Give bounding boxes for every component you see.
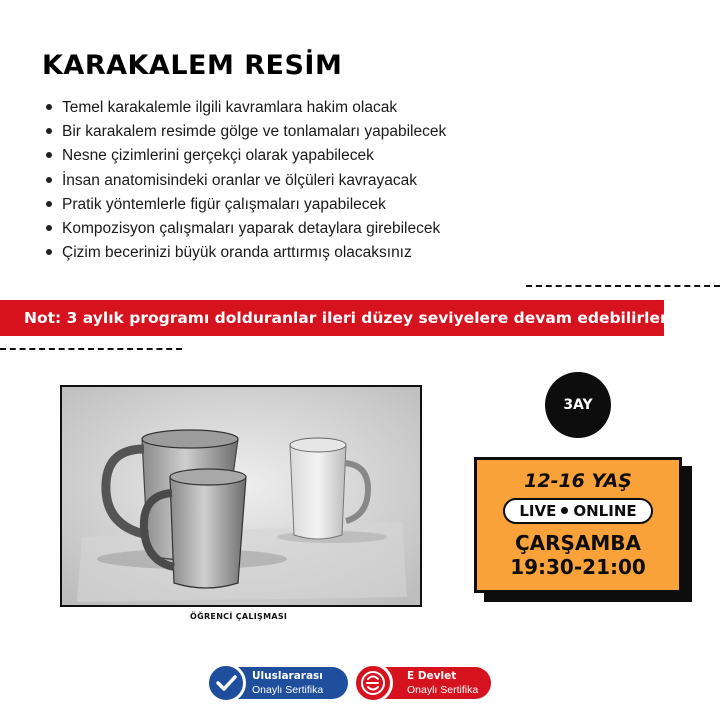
feature-text: Temel karakalemle ilgili kavramlara hakim olacak bbox=[62, 99, 398, 116]
bullet-icon bbox=[46, 152, 52, 158]
international-certificate-badge bbox=[210, 667, 348, 699]
bullet-icon bbox=[46, 104, 52, 110]
duration-badge: 3AY bbox=[545, 372, 611, 438]
live-label: LIVE bbox=[519, 502, 557, 520]
list-item bbox=[42, 120, 446, 144]
dashed-divider-top bbox=[526, 285, 720, 287]
bullet-icon bbox=[46, 249, 52, 255]
online-label: ONLINE bbox=[573, 502, 637, 520]
checkmark-seal-icon bbox=[206, 663, 246, 703]
list-item bbox=[42, 217, 446, 241]
class-day: ÇARŞAMBA bbox=[514, 531, 642, 555]
list-item bbox=[42, 169, 446, 193]
note-banner: Not: 3 aylık programı dolduranlar ileri düzey seviyelere devam edebilirler. bbox=[0, 300, 664, 336]
certificate-subtitle: Onaylı Sertifika bbox=[407, 684, 479, 696]
dot-icon bbox=[561, 507, 568, 514]
schedule-info-box bbox=[474, 457, 682, 593]
bullet-icon bbox=[46, 225, 52, 231]
photo-caption: ÖĞRENCİ ÇALIŞMASI bbox=[190, 612, 288, 621]
feature-text: İnsan anatomisindeki oranlar ve ölçüleri kavrayacak bbox=[62, 171, 417, 189]
feature-text: Bir karakalem resimde gölge ve tonlamaları yapabilecek bbox=[62, 123, 447, 141]
list-item bbox=[42, 144, 446, 168]
pencil-mugs-drawing bbox=[62, 387, 420, 605]
list-item bbox=[42, 241, 446, 265]
feature-text: Kompozisyon çalışmaları yaparak detaylara girebilecek bbox=[62, 220, 441, 238]
live-online-pill bbox=[503, 498, 653, 524]
dashed-divider-bottom bbox=[0, 348, 182, 350]
bullet-icon bbox=[46, 177, 52, 183]
feature-text: Nesne çizimlerini gerçekçi olarak yapabilecek bbox=[62, 147, 374, 165]
certificate-title: Uluslararası bbox=[252, 670, 323, 682]
class-time: 19:30-21:00 bbox=[510, 555, 646, 579]
certificate-title: E Devlet bbox=[407, 670, 457, 682]
certificate-subtitle: Onaylı Sertifika bbox=[252, 684, 324, 696]
feature-list bbox=[42, 96, 446, 265]
bullet-icon bbox=[46, 128, 52, 134]
feature-text: Çizim becerinizi büyük oranda arttırmış olacaksınız bbox=[62, 244, 412, 262]
list-item bbox=[42, 193, 446, 217]
bullet-icon bbox=[46, 201, 52, 207]
e-devlet-logo-icon bbox=[353, 663, 393, 703]
student-work-image bbox=[60, 385, 422, 607]
age-range: 12-16 YAŞ bbox=[524, 470, 632, 492]
e-devlet-certificate-badge bbox=[357, 667, 491, 699]
feature-text: Pratik yöntemlerle figür çalışmaları yapabilecek bbox=[62, 195, 386, 213]
page-title: KARAKALEM RESİM bbox=[42, 50, 343, 81]
list-item bbox=[42, 96, 446, 120]
